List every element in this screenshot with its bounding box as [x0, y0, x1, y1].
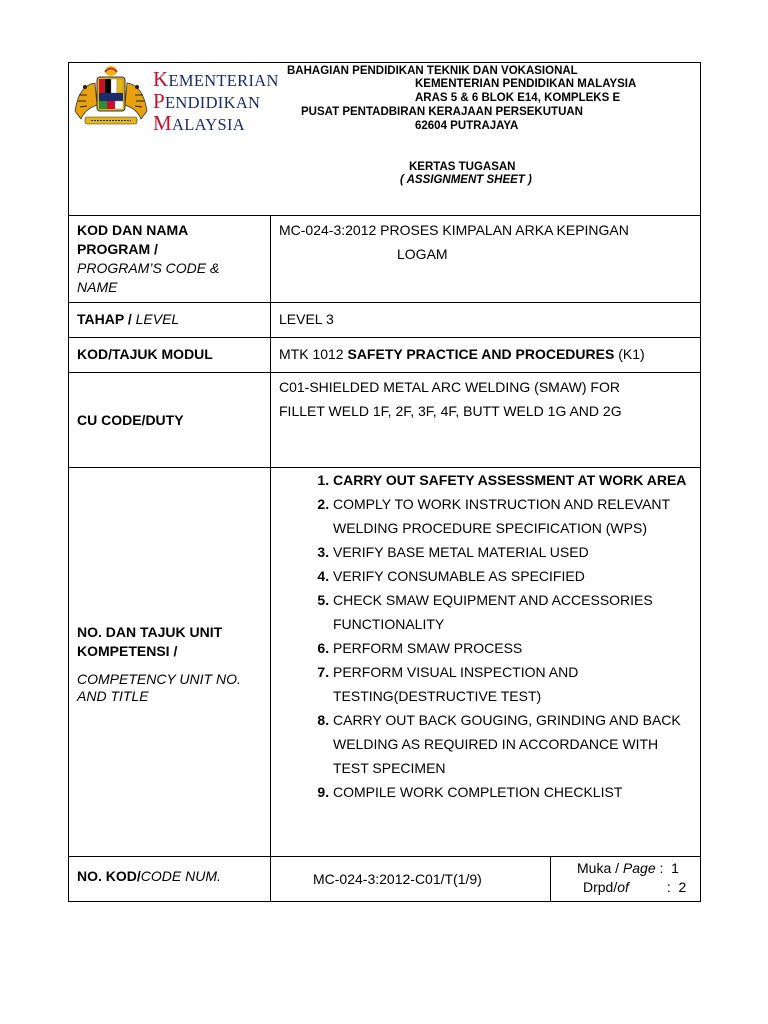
code-num-value: MC-024-3:2012-C01/T(1/9)	[271, 857, 551, 902]
cu-value-cell	[271, 373, 701, 468]
code-num-label: NO. KOD/	[77, 868, 141, 884]
program-value-line-2: LOGAM	[397, 246, 448, 262]
ministry-name-line-3: MALAYSIA	[153, 111, 245, 135]
assignment-table	[68, 62, 701, 902]
address-line-4: PUSAT PENTADBIRAN KERAJAAN PERSEKUTUAN	[301, 106, 583, 118]
program-label-english: PROGRAM’S CODE & NAME	[77, 260, 220, 295]
of-label-english: of	[617, 879, 629, 895]
of-label: Drpd/	[583, 879, 618, 895]
competency-label-english-2: AND TITLE	[77, 687, 149, 704]
competency-label-english-1: COMPETENCY UNIT NO.	[77, 670, 241, 687]
program-label-cell	[69, 216, 271, 303]
page-label: Muka /	[577, 860, 620, 876]
module-code: MTK 1012	[279, 346, 344, 362]
competency-unit-1: 1. CARRY OUT SAFETY ASSESSMENT AT WORK AREA	[333, 468, 692, 492]
page-number: 1	[671, 860, 679, 876]
page-number-line: Muka / Page : 1	[577, 860, 679, 876]
competency-label-cell	[69, 468, 271, 857]
cu-value-line-2: FILLET WELD 1F, 2F, 3F, 4F, BUTT WELD 1G AND 2G	[279, 403, 622, 419]
address-line-2: KEMENTERIAN PENDIDIKAN MALAYSIA	[415, 78, 637, 90]
level-label-cell	[69, 303, 271, 338]
competency-unit-3: 3. VERIFY BASE METAL MATERIAL USED	[333, 540, 692, 564]
address-line-3: ARAS 5 & 6 BLOK E14, KOMPLEKS E	[415, 92, 621, 104]
program-value-cell	[271, 216, 701, 303]
page-total-line: Drpd/of : 2	[583, 879, 687, 895]
level-label: TAHAP /	[77, 311, 132, 327]
competency-unit-8: 8. CARRY OUT BACK GOUGING, GRINDING AND BACK WELDING AS REQUIRED IN ACCORDANCE WITH TEST SPECIMEN	[333, 708, 692, 780]
address-line-1: BAHAGIAN PENDIDIKAN TEKNIK DAN VOKASIONAL	[287, 65, 578, 77]
competency-unit-5: 5. CHECK SMAW EQUIPMENT AND ACCESSORIES FUNCTIONALITY	[333, 588, 692, 636]
competency-unit-6: 6. PERFORM SMAW PROCESS	[333, 636, 692, 660]
page-total: 2	[678, 879, 687, 895]
code-num-label-cell	[69, 857, 271, 902]
address-line-5: 62604 PUTRAJAYA	[415, 120, 519, 132]
competency-label-line-2: KOMPETENSI /	[77, 642, 178, 659]
malaysia-coat-of-arms-logo	[71, 65, 151, 129]
level-label-english: LEVEL	[135, 311, 180, 327]
module-label: KOD/TAJUK MODUL	[69, 338, 271, 373]
cu-value-line-1: C01-SHIELDED METAL ARC WELDING (SMAW) FOR	[279, 379, 620, 395]
ministry-name-line-2: PENDIDIKAN	[153, 89, 261, 113]
competency-units-cell	[271, 468, 701, 857]
competency-unit-9: 9. COMPILE WORK COMPLETION CHECKLIST	[333, 780, 692, 804]
competency-unit-2: 2. COMPLY TO WORK INSTRUCTION AND RELEVANT WELDING PROCEDURE SPECIFICATION (WPS)	[333, 492, 692, 540]
competency-units-list	[279, 468, 692, 804]
ministry-name-line-1: KEMENTERIAN	[153, 67, 279, 91]
level-value: LEVEL 3	[271, 303, 701, 338]
module-value-cell	[271, 338, 701, 373]
page-label-english: Page	[622, 860, 656, 876]
module-title: SAFETY PRACTICE AND PROCEDURES	[347, 346, 615, 362]
assignment-sheet	[68, 62, 700, 902]
sheet-subtitle: ( ASSIGNMENT SHEET )	[400, 174, 532, 186]
competency-label-line-1: NO. DAN TAJUK UNIT	[77, 623, 223, 640]
document-header	[69, 63, 701, 216]
cu-label: CU CODE/DUTY	[69, 373, 271, 468]
code-num-label-english: CODE NUM.	[140, 868, 221, 884]
competency-unit-4: 4. VERIFY CONSUMABLE AS SPECIFIED	[333, 564, 692, 588]
ministry-name-logotype	[153, 69, 279, 135]
sheet-title: KERTAS TUGASAN	[409, 161, 516, 173]
page-info-cell	[551, 857, 701, 902]
program-value-line-1: MC-024-3:2012 PROSES KIMPALAN ARKA KEPINGAN	[279, 222, 629, 238]
module-suffix: (K1)	[618, 346, 645, 362]
program-label: KOD DAN NAMA PROGRAM /	[77, 222, 188, 257]
competency-unit-7: 7. PERFORM VISUAL INSPECTION AND TESTING(DESTRUCTIVE TEST)	[333, 660, 692, 708]
